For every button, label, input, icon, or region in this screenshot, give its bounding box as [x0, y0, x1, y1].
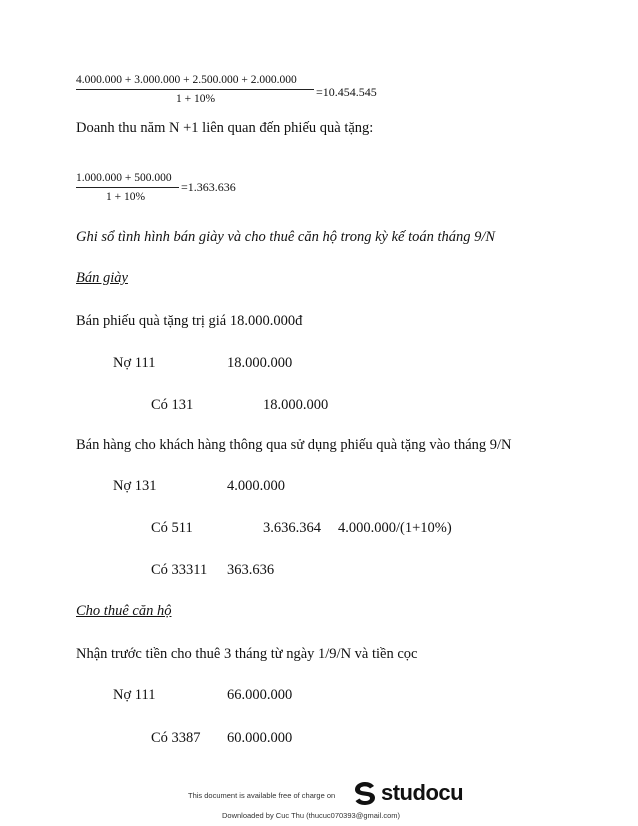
formula-2-numerator: 1.000.000 + 500.000	[76, 172, 172, 184]
formula-2-denominator: 1 + 10%	[106, 191, 146, 203]
formula-1-fraction-bar	[76, 89, 314, 90]
entry-2-debit-amount: 4.000.000	[227, 478, 285, 494]
studocu-brand-name: studocu	[381, 780, 464, 805]
entry-1-credit-account: Có 131	[151, 397, 194, 413]
formula-2	[76, 172, 179, 204]
entry-3-credit-amount: 60.000.000	[227, 730, 293, 746]
entry-1-debit-account: Nợ 111	[113, 355, 156, 371]
entry-2-debit-account: Nợ 131	[113, 478, 157, 494]
formula-2-fraction-bar	[76, 187, 179, 188]
formula-1-denominator: 1 + 10%	[176, 93, 216, 105]
entry-2-credit-511-note: 4.000.000/(1+10%)	[338, 520, 452, 536]
entry-3-debit-account: Nợ 111	[113, 687, 156, 703]
customer-sale-text: Bán hàng cho khách hàng thông qua sử dụng phiếu quà tặng vào tháng 9/N	[76, 437, 512, 453]
footer-downloaded-text: Downloaded by Cuc Thu (thucuc070393@gmail.com)	[222, 811, 400, 820]
entry-2-credit-33311-amount: 363.636	[227, 562, 275, 578]
entry-2-credit-33311-account: Có 33311	[151, 562, 208, 578]
studocu-logo[interactable]	[352, 780, 462, 808]
section-heading: Ghi sổ tình hình bán giày và cho thuê căn hộ trong kỳ kế toán tháng 9/N	[76, 229, 496, 245]
entry-2-credit-511-account: Có 511	[151, 520, 193, 536]
rental-advance-text: Nhận trước tiền cho thuê 3 tháng từ ngày 1/9/N và tiền cọc	[76, 646, 418, 662]
revenue-gift-text: Doanh thu năm N +1 liên quan đến phiếu quà tặng:	[76, 120, 374, 136]
formula-1-numerator: 4.000.000 + 3.000.000 + 2.500.000 + 2.000.000	[76, 74, 297, 86]
entry-3-debit-amount: 66.000.000	[227, 687, 293, 703]
entry-2-credit-511-amount: 3.636.364	[263, 520, 321, 536]
formula-2-result: =1.363.636	[181, 180, 236, 194]
gift-sale-text: Bán phiếu quà tặng trị giá 18.000.000đ	[76, 313, 303, 329]
formula-1	[76, 74, 314, 106]
rental-heading: Cho thuê căn hộ	[76, 603, 172, 619]
studocu-logo-icon	[352, 780, 378, 806]
formula-1-result: =10.454.545	[316, 85, 377, 99]
shoes-heading: Bán giày	[76, 270, 128, 286]
entry-1-credit-amount: 18.000.000	[263, 397, 329, 413]
footer-available-text: This document is available free of charge on	[188, 791, 336, 800]
entry-3-credit-account: Có 3387	[151, 730, 201, 746]
entry-1-debit-amount: 18.000.000	[227, 355, 293, 371]
